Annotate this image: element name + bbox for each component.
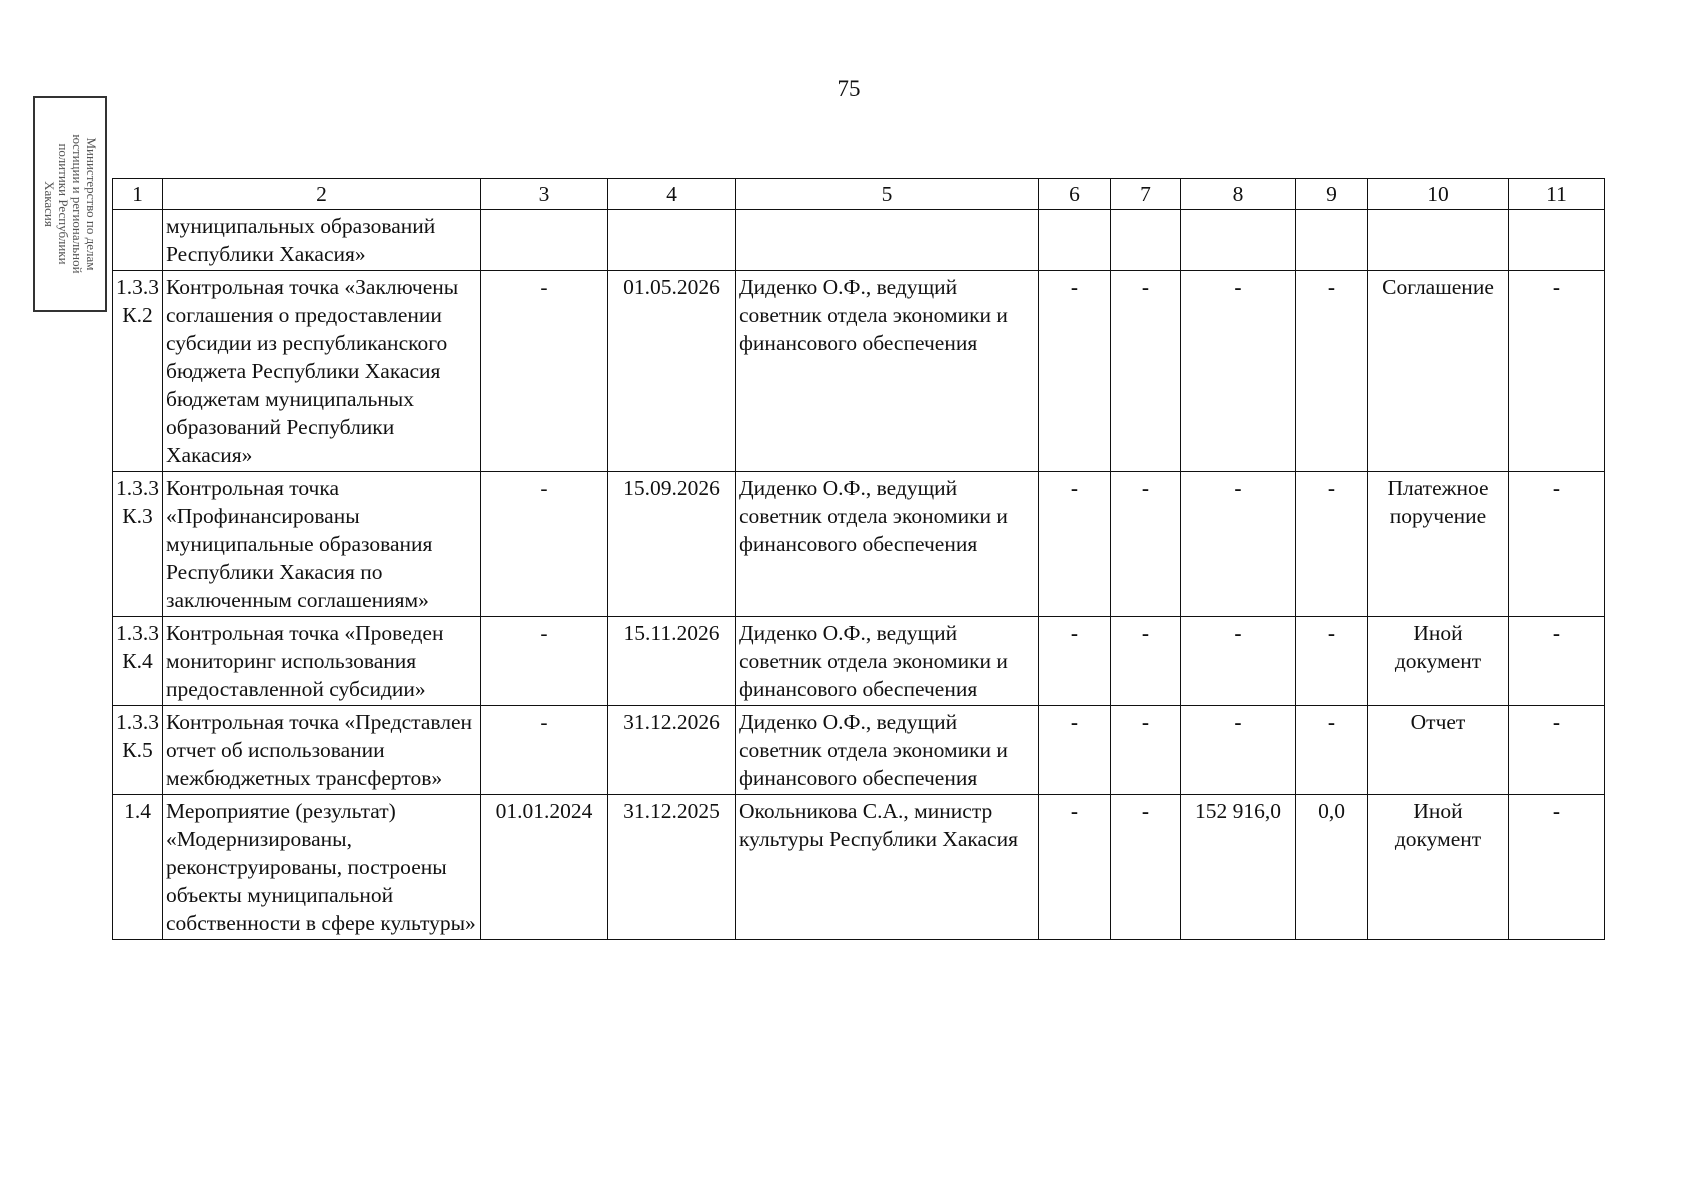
- table-header-row: [113, 179, 1605, 210]
- responsible: Окольникова С.А., министр культуры Республики Хакасия: [736, 795, 1039, 940]
- cell-11: -: [1509, 271, 1605, 472]
- cell-6: [1039, 210, 1111, 271]
- start-date: -: [481, 706, 608, 795]
- cell-9: -: [1296, 706, 1368, 795]
- cell-6: -: [1039, 617, 1111, 706]
- header-cell: 10: [1368, 179, 1509, 210]
- start-date: -: [481, 271, 608, 472]
- table-row: [113, 472, 1605, 617]
- responsible: Диденко О.Ф., ведущий советник отдела экономики и финансового обеспечения: [736, 472, 1039, 617]
- responsible: Диденко О.Ф., ведущий советник отдела экономики и финансового обеспечения: [736, 271, 1039, 472]
- responsible: Диденко О.Ф., ведущий советник отдела экономики и финансового обеспечения: [736, 706, 1039, 795]
- table-row: [113, 271, 1605, 472]
- row-name: Контрольная точка «Заключены соглашения о предоставлении субсидии из республиканского бюджета Республики Хакасия бюджетам муниципальных образований Республики Хакасия»: [163, 271, 481, 472]
- row-name: Мероприятие (результат) «Модернизированы, реконструированы, построены объекты муниципальной собственности в сфере культуры»: [163, 795, 481, 940]
- stamp-text: [42, 104, 98, 304]
- row-number: 1.3.3 К.5: [113, 706, 163, 795]
- cell-9: -: [1296, 472, 1368, 617]
- header-cell: 1: [113, 179, 163, 210]
- stamp-line: политики Республики: [56, 143, 71, 265]
- stamp-line: Хакасия: [42, 181, 57, 227]
- cell-9: -: [1296, 271, 1368, 472]
- table-row: [113, 795, 1605, 940]
- header-cell: 11: [1509, 179, 1605, 210]
- table-row: [113, 617, 1605, 706]
- end-date: 15.09.2026: [608, 472, 736, 617]
- cell-8: 152 916,0: [1181, 795, 1296, 940]
- start-date: 01.01.2024: [481, 795, 608, 940]
- start-date: -: [481, 472, 608, 617]
- header-cell: 7: [1111, 179, 1181, 210]
- header-cell: 3: [481, 179, 608, 210]
- stamp-line: Министерство по делам: [84, 137, 99, 271]
- cell-7: -: [1111, 795, 1181, 940]
- cell-11: -: [1509, 617, 1605, 706]
- registration-stamp: [33, 96, 107, 312]
- cell-9: [1296, 210, 1368, 271]
- cell-7: -: [1111, 271, 1181, 472]
- cell-9: -: [1296, 617, 1368, 706]
- row-number: 1.3.3 К.3: [113, 472, 163, 617]
- row-number: 1.4: [113, 795, 163, 940]
- header-cell: 2: [163, 179, 481, 210]
- document-type: Иной документ: [1368, 617, 1509, 706]
- cell-6: -: [1039, 795, 1111, 940]
- cell-8: -: [1181, 472, 1296, 617]
- start-date: [481, 210, 608, 271]
- end-date: 15.11.2026: [608, 617, 736, 706]
- row-number: [113, 210, 163, 271]
- cell-6: -: [1039, 472, 1111, 617]
- header-cell: 6: [1039, 179, 1111, 210]
- row-name: Контрольная точка «Представлен отчет об использовании межбюджетных трансфертов»: [163, 706, 481, 795]
- end-date: [608, 210, 736, 271]
- cell-11: -: [1509, 706, 1605, 795]
- cell-8: -: [1181, 271, 1296, 472]
- document-type: Соглашение: [1368, 271, 1509, 472]
- cell-8: -: [1181, 617, 1296, 706]
- cell-11: [1509, 210, 1605, 271]
- row-name: Контрольная точка «Проведен мониторинг использования предоставленной субсидии»: [163, 617, 481, 706]
- cell-9: 0,0: [1296, 795, 1368, 940]
- end-date: 31.12.2026: [608, 706, 736, 795]
- cell-6: -: [1039, 271, 1111, 472]
- plan-table: [112, 178, 1605, 940]
- header-cell: 5: [736, 179, 1039, 210]
- cell-7: [1111, 210, 1181, 271]
- responsible: Диденко О.Ф., ведущий советник отдела экономики и финансового обеспечения: [736, 617, 1039, 706]
- table-row: [113, 706, 1605, 795]
- row-number: 1.3.3 К.4: [113, 617, 163, 706]
- cell-11: -: [1509, 795, 1605, 940]
- document-type: Платежное поручение: [1368, 472, 1509, 617]
- cell-8: -: [1181, 706, 1296, 795]
- end-date: 31.12.2025: [608, 795, 736, 940]
- document-type: Отчет: [1368, 706, 1509, 795]
- cell-7: -: [1111, 472, 1181, 617]
- document-type: [1368, 210, 1509, 271]
- responsible: [736, 210, 1039, 271]
- page-number: 75: [837, 76, 861, 101]
- end-date: 01.05.2026: [608, 271, 736, 472]
- row-name: Контрольная точка «Профинансированы муниципальные образования Республики Хакасия по заключенным соглашениям»: [163, 472, 481, 617]
- row-number: 1.3.3 К.2: [113, 271, 163, 472]
- header-cell: 9: [1296, 179, 1368, 210]
- cell-7: -: [1111, 617, 1181, 706]
- cell-11: -: [1509, 472, 1605, 617]
- document-type: Иной документ: [1368, 795, 1509, 940]
- cell-8: [1181, 210, 1296, 271]
- start-date: -: [481, 617, 608, 706]
- cell-7: -: [1111, 706, 1181, 795]
- cell-6: -: [1039, 706, 1111, 795]
- header-cell: 8: [1181, 179, 1296, 210]
- header-cell: 4: [608, 179, 736, 210]
- table-row: [113, 210, 1605, 271]
- stamp-line: юстиции и региональной: [70, 134, 85, 274]
- row-name: муниципальных образований Республики Хакасия»: [163, 210, 481, 271]
